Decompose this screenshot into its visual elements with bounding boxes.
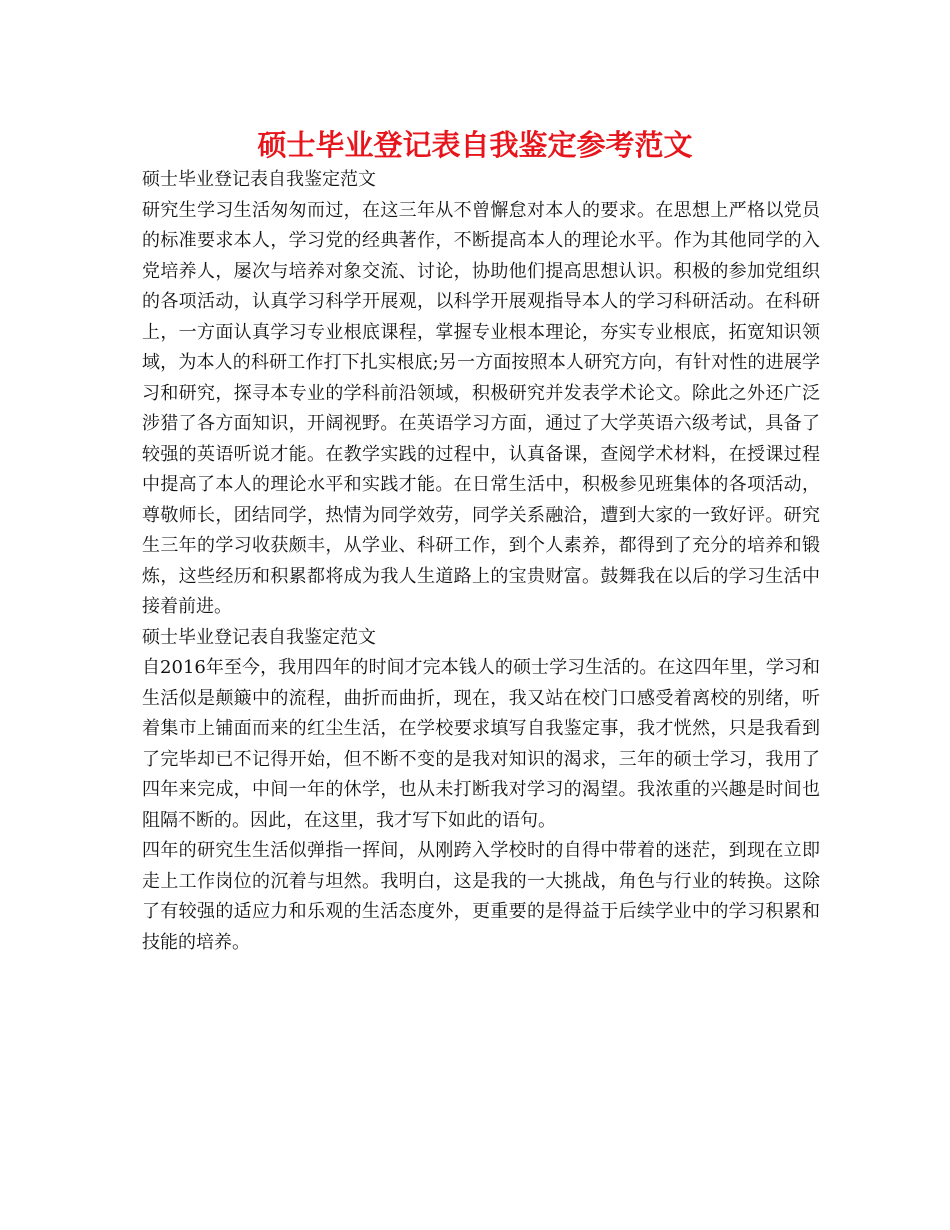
- paragraph-1: 研究生学习生活匆匆而过，在这三年从不曾懈怠对本人的要求。在思想上严格以党员的标准要求本人，学习党的经典著作，不断提高本人的理论水平。作为其他同学的入党培养人，屡次与培养对象交流、讨论，协助他们提高思想认识。积极的参加党组织的各项活动，认真学习科学开展观，以科学开展观指导本人的学习科研活动。在科研上，一方面认真学习专业根底课程，掌握专业根本理论，夯实专业根底，拓宽知识领域，为本人的科研工作打下扎实根底;另一方面按照本人研究方向，有针对性的进展学习和研究，探寻本专业的学科前沿领域，积极研究并发表学术论文。除此之外还广泛涉猎了各方面知识，开阔视野。在英语学习方面，通过了大学英语六级考试，具备了较强的英语听说才能。在教学实践的过程中，认真备课，查阅学术材料，在授课过程中提高了本人的理论水平和实践才能。在日常生活中，积极参见班集体的各项活动，尊敬师长，团结同学，热情为同学效劳，同学关系融洽，遭到大家的一致好评。研究生三年的学习收获颇丰，从学业、科研工作，到个人素养，都得到了充分的培养和锻炼，这些经历和积累都将成为我人生道路上的宝贵财富。鼓舞我在以后的学习生活中接着前进。: [142, 199, 820, 617]
- document-body: [142, 165, 820, 958]
- document-title: 硕士毕业登记表自我鉴定参考范文: [257, 128, 693, 162]
- paragraph-2: 自2016年至今，我用四年的时间才完本钱人的硕士学习生活的。在这四年里，学习和生活似是颠簸中的流程，曲折而曲折，现在，我又站在校门口感受着离校的别绪，听着集市上铺面而来的红尘生活，在学校要求填写自我鉴定事，我才恍然，只是我看到了完毕却已不记得开始，但不断不变的是我对知识的渴求，三年的硕士学习，我用了四年来完成，中间一年的休学，也从未打断我对学习的渴望。我浓重的兴趣是时间也阻隔不断的。因此，在这里，我才写下如此的语句。: [142, 657, 820, 831]
- section-heading-1: 硕士毕业登记表自我鉴定范文: [142, 169, 376, 190]
- section-heading-2: 硕士毕业登记表自我鉴定范文: [142, 626, 376, 648]
- paragraph-3: 四年的研究生生活似弹指一挥间，从刚跨入学校时的自得中带着的迷茫，到现在立即走上工作岗位的沉着与坦然。我明白，这是我的一大挑战，角色与行业的转换。这除了有较强的适应力和乐观的生活态度外，更重要的是得益于后续学业中的学习积累和技能的培养。: [142, 840, 820, 953]
